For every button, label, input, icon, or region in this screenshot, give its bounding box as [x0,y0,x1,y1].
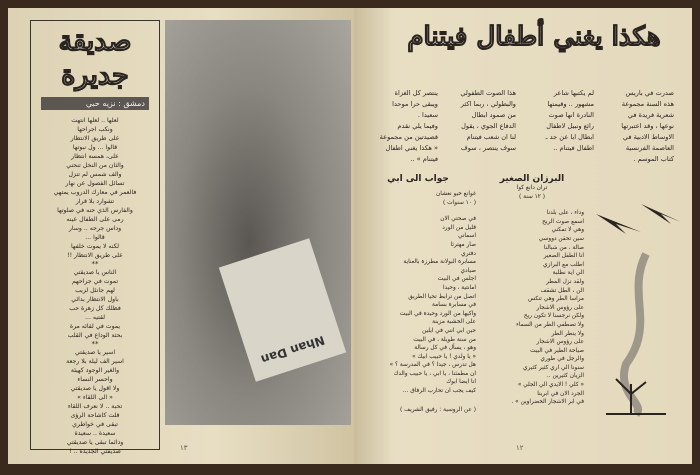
text-line: هذه السنة مجموعة [621,100,674,108]
text-line: اسمع صوت الريح [542,218,584,225]
poem-logo-line1: صديقة [58,26,132,57]
text-line: اسير يا صديقتي [74,349,116,356]
text-line: على، همسة انتظار [71,153,119,160]
text-line: سين تحقن دووسي [538,235,584,242]
text-line: الن ، الطل تشقف [540,287,584,294]
page-number: ١٣ [180,444,188,452]
stanza-3 [35,348,155,456]
text-line: ولا اقول يا صديقتي [70,385,120,392]
text-line: يموت في لقائه مرة [69,323,121,330]
poem-2-lines [360,215,476,395]
text-line: في صحتي الان [440,216,476,223]
text-line: قالوا ... [85,234,105,241]
text-line: واحسر النساء [77,376,113,383]
text-line: لم يكتبها شاعر [553,89,594,97]
text-line: على رؤوس الاشجار [536,339,584,346]
text-line: وداس جرحه .. وسار [68,225,122,232]
text-line: تسائل الفصول عن نهار [65,180,125,187]
text-line: انا الطفل الصغير [543,253,584,260]
poem-2 [360,174,476,414]
text-line: الجرد الان في ابرينا [537,390,584,397]
text-line: « كلي ! الايدي الي الجلي » [517,382,584,389]
text-line: وهي لا تمكني [551,227,584,234]
text-line: ابطال ابا عن جد ـ [545,133,594,141]
text-line: لنا ان شعب فيتنام [466,133,516,141]
text-line: وداء ، على بلدنا [546,210,584,217]
text-line: لقتيه ... [85,314,105,321]
text-line: سعيدة .. سعيدة [74,430,116,437]
text-line: صدرت في باريس [625,89,674,97]
text-line: النادرة انها صوت [548,111,594,119]
text-line: والبطولي ، ربما اكثر [460,100,516,108]
poem-1-author: تران دانغ كوا [516,185,548,191]
text-line: تشوارد بلا قرار [75,198,115,205]
text-line: « يا ولدي ! يا حبيب ابيك » [412,353,476,360]
text-line: والرجل في طوري [540,356,584,363]
text-line: بحثة الوداع في القلب [67,332,123,339]
poem-1-age: ( ١٢ سنة ) [518,193,545,200]
poem-box [30,20,160,455]
text-line: انا ايضا ابوك [446,379,476,386]
text-line: في ابر الاشجار الخضراوين » . [511,399,584,406]
text-line: فيتنام » .. [410,155,438,163]
text-line: سنونا الي اري كثير كثيري [523,364,584,371]
text-line: سوف ينتصر ، سوف [460,144,516,152]
text-line: قلت كاشاحة الرؤى [70,412,120,419]
text-line: الاوساط الادبية في [622,133,674,141]
text-line: ولا ينطر الطر [551,330,584,337]
text-line: لهم جانئل لزيب [75,287,115,294]
text-line: اجلس في البيت [437,276,476,283]
poem-1-title: البرزان الصغير [499,174,565,184]
text-line: اسير الف ليلة بلا رجعة [66,358,124,365]
intro-column [522,88,594,154]
text-line: الناس يا صديقتي [73,269,117,276]
intro-column [602,88,674,165]
text-line: كيف يجب ان تحارب الرفاق ... [402,388,476,395]
text-line: دفتري [461,250,476,257]
text-line: قليل من الورد [442,224,476,231]
text-line: فالعمر في معارك الدروب يمتهي [53,189,137,196]
text-line: لكنه لا يموت خلفها [71,243,119,250]
poem-logo-line2: جديرة [61,60,129,91]
text-line: ولا تصطفي الطر من السماء [516,321,584,328]
text-line: « الى اللقاء » [77,394,113,401]
article-title: هكذا يغني أطفال فيتنام [407,22,661,52]
text-line: اطفال فيتنام .. [553,144,594,152]
newspaper-masthead: Nhan Dan [259,332,327,367]
text-line: على الخشبة مزينة [432,319,476,326]
text-line: وفيما يلي نقدم [397,122,438,130]
stanza-2 [35,268,155,340]
poem-2-age: ( ١٠ سنوات ) [443,199,476,206]
text-line: « هكذا يغني اطفال [385,144,438,152]
text-line: كتاب الموسم . [633,155,674,163]
text-line: والغير الوجود كهيئة [70,367,120,374]
text-line: تموت في جراحهم [71,278,119,285]
text-line: ودائما تبقى يا صديقتي [66,439,124,446]
intro-column [366,88,438,165]
poem-1 [480,174,584,407]
text-line: واكيها من الورد وحيدة في البيت [399,310,476,317]
text-line: وهو ، يسأل في كل رسالة [414,345,476,352]
text-line: صديقتي الجديدة .. ! [69,448,121,455]
left-page [8,8,354,464]
text-line: صار مهترئا [450,241,476,248]
text-line: صالة ، من شبالنا [543,244,584,251]
text-line: والفارس الذي حنه في صلوتها [57,207,133,214]
separator: ** [91,260,99,268]
text-line: مراسا الطر وهي تنكس [527,296,584,303]
text-line: قصيدتين من مجموعة [379,133,438,141]
text-line: ولكن نرجسنا لا تكون ريح [523,313,584,320]
intro-column [444,88,516,154]
text-line: قالوا ... ول نبوتها [72,144,118,151]
poem-1-lines [480,209,584,407]
text-line: الي اية نطلبة [552,270,584,277]
text-line: ويبقى حرا موحدا [392,100,438,108]
text-line: حين ابي انني في ايلين [422,327,476,334]
text-line: من سنة طويلة ، في البيت [413,336,476,343]
text-line: سعيدا . [417,111,438,119]
poem-2-credit: ( عن الروسية : رفيق الشريف ) [399,406,476,413]
text-line: من صمود ابطال [471,111,516,119]
text-line: اطلب مع البرازي [543,261,584,268]
text-line: امانتية ، وحيدا [442,284,476,291]
text-line: تبقى في خواطري [72,421,118,428]
text-line: الزيان كثيرين .. [546,373,584,380]
text-line: ونكب اجراحها [77,126,113,133]
stanza-1 [35,116,155,260]
text-line: والثان من النخل تنحني [66,162,124,169]
text-line: العاصمة الفرنسية [625,144,674,152]
text-line: مسابرة البولانة مطرزة بالعناية [403,259,476,266]
right-page [354,8,692,464]
text-line: اتصل من ترابط تحيا الطريق [408,293,476,300]
text-line: على طريق الانتظار [70,135,120,142]
byline: دمشق : نزيه حبي [41,97,149,110]
page-number: ١٢ [516,444,524,452]
text-line: باول الانتظار بدائي [71,296,119,303]
text-line: ينتصر كل الغزاة [394,89,438,97]
text-line: على طريق الانتظار !! [67,252,123,259]
text-line: الدفاع الجوي ، يقول [461,122,516,130]
poem-2-title: جواب الى ابي [387,174,449,184]
text-line: صياحة الطير في البيت [530,347,584,354]
text-line: رائع ونبيل لاطفال [546,122,594,130]
separator: ** [91,340,99,348]
text-line: والف شمس لم تنزل [68,171,122,178]
illustration-planes-fire [586,194,686,424]
text-line: نوعها ، وقد اعتبرتها [621,122,674,130]
text-line: رمى على الطفال عينه [66,216,124,223]
text-line: فظلك كل زهرة حب [69,305,121,312]
text-line: ان مطمئنا ، يا ابي ، يا حبيب والدك [393,370,476,377]
text-line: هل تدرس ، جيدا ؟ في المدرسة ؟ » [389,362,476,369]
text-line: هذا الصوت الطفولي [460,89,516,97]
text-line: ولقد نزل المطر [546,278,584,285]
text-line: اسماني [457,233,476,240]
text-line: على رؤوس الاشجار [536,304,584,311]
text-line: مشهور .. وقيمتها [547,100,594,108]
text-line: صيادي [460,267,476,274]
text-line: شعرية فريدة في [627,111,674,119]
text-line: في مسابرة بسامة [432,302,476,309]
newspaper [219,238,346,381]
text-line: لعلها .. لعلها انتهت [71,117,119,124]
text-line: تحبة .. لا نعرف اللقاء [67,403,123,410]
photo-mother-child [165,20,351,425]
poem-2-author: غوانغ خيو نغشان [436,191,476,197]
